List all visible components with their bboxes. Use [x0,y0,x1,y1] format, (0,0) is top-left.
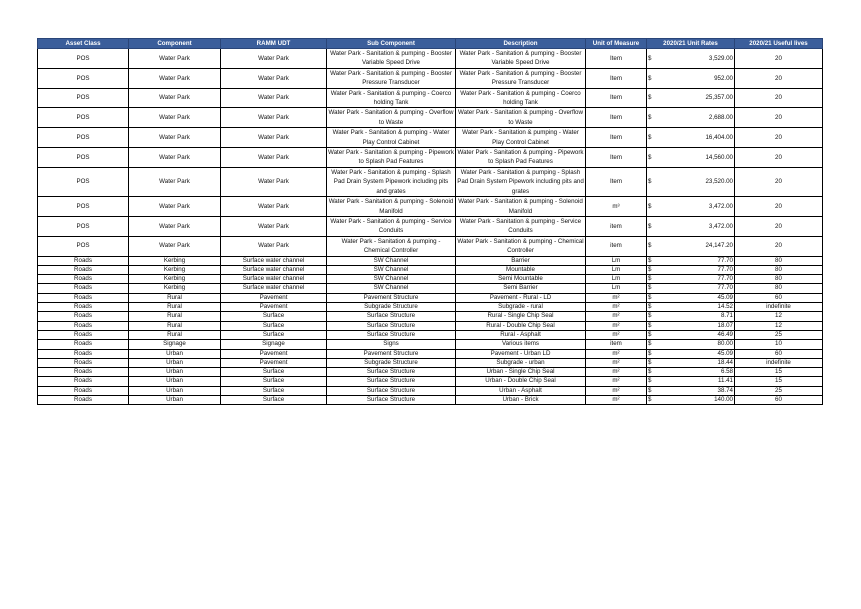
currency-symbol: $ [648,114,652,122]
cell-asset-class: POS [38,148,129,168]
table-row [38,68,823,88]
cell-description: Various items [456,340,586,349]
cell-sub-component: Surface Structure [327,377,456,386]
currency-symbol: $ [648,340,652,348]
cell-sub-component: Water Park - Sanitation & pumping - Booster Variable Speed Drive [327,49,456,69]
cell-component: Urban [129,358,221,367]
currency-symbol: $ [648,321,652,329]
cell-sub-component: Pavement Structure [327,293,456,302]
table-row [38,265,823,274]
header-unit-rates: 2020/21 Unit Rates [647,39,735,49]
cell-unit-rate [647,68,735,88]
rate-amount: 140.00 [714,395,733,403]
cell-asset-class: POS [38,49,129,69]
header-ramm-udt: RAMM UDT [221,39,327,49]
currency-symbol: $ [648,153,652,161]
cell-sub-component: Water Park - Sanitation & pumping - Solenoid Manifold [327,197,456,217]
cell-ramm-udt: Water Park [221,197,327,217]
currency-symbol: $ [648,386,652,394]
table-row [38,88,823,108]
cell-asset-class: Roads [38,312,129,321]
cell-component: Rural [129,321,221,330]
cell-unit-rate [647,386,735,395]
cell-useful-life: 80 [735,256,823,265]
cell-description: Water Park - Sanitation & pumping - Overflow to Waste [456,108,586,128]
currency-symbol: $ [648,54,652,62]
cell-ramm-udt: Water Park [221,148,327,168]
cell-asset-class: POS [38,88,129,108]
cell-component: Water Park [129,197,221,217]
table-row [38,377,823,386]
cell-description: Semi Barrier [456,284,586,293]
rate-amount: 6.58 [720,368,733,376]
cell-unit-of-measure: item [586,236,647,256]
cell-description: Rural - Asphalt [456,330,586,339]
cell-sub-component: Surface Structure [327,395,456,404]
currency-symbol: $ [648,133,652,141]
cell-asset-class: Roads [38,330,129,339]
cell-sub-component: Signs [327,340,456,349]
cell-unit-of-measure: Item [586,68,647,88]
table-row [38,321,823,330]
table-row [38,284,823,293]
cell-unit-of-measure: Item [586,88,647,108]
cell-ramm-udt: Pavement [221,293,327,302]
cell-asset-class: Roads [38,358,129,367]
cell-unit-of-measure: Item [586,108,647,128]
rate-amount: 3,472.00 [708,202,733,210]
currency-symbol: $ [648,178,652,186]
cell-useful-life: indefinite [735,358,823,367]
cell-component: Urban [129,349,221,358]
cell-description: Subgrade - rural [456,303,586,312]
cell-ramm-udt: Water Park [221,216,327,236]
rate-amount: 16,404.00 [705,133,733,141]
cell-useful-life: 60 [735,349,823,358]
currency-symbol: $ [648,265,652,273]
table-row [38,197,823,217]
cell-useful-life: 12 [735,321,823,330]
cell-sub-component: Water Park - Sanitation & pumping - Overflow to Waste [327,108,456,128]
cell-component: Rural [129,330,221,339]
cell-component: Water Park [129,108,221,128]
cell-component: Kerbing [129,256,221,265]
cell-useful-life: 20 [735,68,823,88]
cell-asset-class: Roads [38,321,129,330]
cell-description: Rural - Double Chip Seal [456,321,586,330]
cell-ramm-udt: Water Park [221,236,327,256]
cell-component: Urban [129,368,221,377]
header-description: Description [456,39,586,49]
cell-ramm-udt: Surface [221,368,327,377]
cell-sub-component: Water Park - Sanitation & pumping - Splash Pad Drain System Pipework including pits and grates [327,167,456,196]
table-row [38,167,823,196]
currency-symbol: $ [648,284,652,292]
rate-amount: 18.44 [717,358,733,366]
cell-description: Mountable [456,265,586,274]
cell-useful-life: 80 [735,284,823,293]
table-row [38,312,823,321]
rate-amount: 3,529.00 [708,54,733,62]
cell-sub-component: Water Park - Sanitation & pumping - Coerco holding Tank [327,88,456,108]
cell-description: Water Park - Sanitation & pumping - Pipework to Splash Pad Features [456,148,586,168]
cell-component: Rural [129,303,221,312]
cell-ramm-udt: Surface [221,321,327,330]
cell-unit-of-measure: Item [586,128,647,148]
cell-sub-component: Surface Structure [327,386,456,395]
rate-amount: 77.70 [717,284,733,292]
cell-ramm-udt: Water Park [221,128,327,148]
rate-amount: 952.00 [714,74,733,82]
cell-unit-of-measure: m² [586,312,647,321]
cell-unit-of-measure: Lm [586,284,647,293]
cell-component: Water Park [129,148,221,168]
cell-unit-rate [647,148,735,168]
cell-sub-component: Surface Structure [327,330,456,339]
currency-symbol: $ [648,256,652,264]
cell-asset-class: POS [38,68,129,88]
cell-description: Subgrade - urban [456,358,586,367]
table-row [38,386,823,395]
cell-component: Rural [129,293,221,302]
header-useful-lives: 2020/21 Useful lives [735,39,823,49]
cell-ramm-udt: Surface [221,386,327,395]
rate-amount: 77.70 [717,256,733,264]
cell-description: Water Park - Sanitation & pumping - Splash Pad Drain System Pipework including pits and grates [457,168,584,195]
cell-component: Signage [129,340,221,349]
currency-symbol: $ [648,293,652,301]
cell-unit-rate [647,265,735,274]
cell-sub-component: Subgrade Structure [327,303,456,312]
cell-asset-class: Roads [38,303,129,312]
cell-useful-life: 25 [735,386,823,395]
cell-unit-rate [647,293,735,302]
cell-unit-rate [647,321,735,330]
rate-amount: 77.70 [717,275,733,283]
cell-unit-rate [647,275,735,284]
cell-description: Water Park - Sanitation & pumping - Coerco holding Tank [456,88,586,108]
table-row [38,108,823,128]
cell-unit-of-measure: Item [586,167,647,196]
currency-symbol: $ [648,377,652,385]
cell-useful-life: 20 [735,216,823,236]
currency-symbol: $ [648,242,652,250]
cell-unit-of-measure: m² [586,395,647,404]
currency-symbol: $ [648,330,652,338]
cell-unit-rate [647,49,735,69]
rate-amount: 3,472.00 [708,222,733,230]
table-row [38,128,823,148]
cell-ramm-udt: Surface [221,395,327,404]
cell-unit-rate [647,312,735,321]
cell-sub-component: Surface Structure [327,321,456,330]
table-row [38,358,823,367]
cell-useful-life: 60 [735,395,823,404]
currency-symbol: $ [648,358,652,366]
cell-asset-class: Roads [38,275,129,284]
cell-sub-component: Pavement Structure [327,349,456,358]
cell-unit-rate [647,197,735,217]
table-row [38,340,823,349]
cell-ramm-udt: Surface water channel [221,265,327,274]
cell-asset-class: POS [38,128,129,148]
cell-asset-class: Roads [38,340,129,349]
table-row [38,275,823,284]
cell-sub-component: Water Park - Sanitation & pumping - Water Play Control Cabinet [327,128,456,148]
cell-unit-rate [647,377,735,386]
cell-unit-of-measure: m³ [586,197,647,217]
cell-useful-life: 15 [735,377,823,386]
currency-symbol: $ [648,368,652,376]
cell-asset-class: POS [38,216,129,236]
cell-unit-rate [647,128,735,148]
currency-symbol: $ [648,94,652,102]
cell-unit-rate [647,340,735,349]
rate-amount: 14.52 [717,303,733,311]
cell-asset-class: Roads [38,256,129,265]
cell-description: Water Park - Sanitation & pumping - Service Conduits [456,216,586,236]
cell-unit-of-measure: m² [586,349,647,358]
cell-component: Water Park [129,128,221,148]
cell-unit-rate [647,330,735,339]
cell-useful-life: 20 [735,148,823,168]
cell-asset-class: Roads [38,395,129,404]
cell-description: Pavement - Rural - LD [456,293,586,302]
cell-description: Water Park - Sanitation & pumping - Booster Pressure Transducer [456,68,586,88]
cell-component: Water Park [129,68,221,88]
cell-unit-of-measure: item [586,216,647,236]
cell-useful-life: 60 [735,293,823,302]
table-row [38,293,823,302]
cell-description: Urban - Double Chip Seal [456,377,586,386]
cell-description: Barrier [456,256,586,265]
table-row [38,216,823,236]
cell-asset-class: Roads [38,349,129,358]
cell-unit-rate [647,303,735,312]
cell-description: Pavement - Urban LD [456,349,586,358]
cell-useful-life: 12 [735,312,823,321]
cell-ramm-udt: Surface water channel [221,275,327,284]
cell-component: Urban [129,395,221,404]
rate-amount: 18.07 [717,321,733,329]
table-row [38,303,823,312]
cell-unit-rate [647,358,735,367]
cell-asset-class: Roads [38,284,129,293]
cell-asset-class: POS [38,167,129,196]
cell-useful-life: 20 [735,236,823,256]
table-row [38,256,823,265]
unit-rates-table [37,38,823,405]
cell-description: Water Park - Sanitation & pumping - Solenoid Manifold [456,197,586,217]
cell-component: Urban [129,377,221,386]
cell-component: Water Park [129,49,221,69]
cell-asset-class: Roads [38,293,129,302]
cell-unit-of-measure: m² [586,321,647,330]
rate-amount: 45.09 [717,349,733,357]
cell-description: Urban - Asphalt [456,386,586,395]
cell-useful-life: 15 [735,368,823,377]
currency-symbol: $ [648,275,652,283]
rate-amount: 38.74 [717,386,733,394]
cell-ramm-udt: Water Park [221,49,327,69]
cell-component: Water Park [129,216,221,236]
rate-amount: 46.49 [717,330,733,338]
cell-unit-rate [647,284,735,293]
currency-symbol: $ [648,74,652,82]
cell-useful-life: 20 [735,108,823,128]
cell-component: Rural [129,312,221,321]
header-unit-of-measure: Unit of Measure [586,39,647,49]
cell-unit-of-measure: Lm [586,256,647,265]
cell-description: Urban - Brick [456,395,586,404]
cell-description: Semi Mountable [456,275,586,284]
cell-useful-life: 10 [735,340,823,349]
cell-unit-rate [647,349,735,358]
cell-sub-component: Subgrade Structure [327,358,456,367]
cell-unit-of-measure: m² [586,293,647,302]
currency-symbol: $ [648,312,652,320]
cell-useful-life: 20 [735,128,823,148]
cell-unit-of-measure: Lm [586,275,647,284]
cell-component: Water Park [129,236,221,256]
cell-unit-of-measure: Item [586,148,647,168]
currency-symbol: $ [648,303,652,311]
cell-useful-life: 25 [735,330,823,339]
table-row [38,330,823,339]
cell-unit-rate [647,167,735,196]
cell-ramm-udt: Water Park [221,108,327,128]
cell-unit-rate [647,108,735,128]
rate-amount: 80.00 [717,340,733,348]
header-sub-component: Sub Component [327,39,456,49]
cell-ramm-udt: Surface [221,330,327,339]
cell-sub-component: Surface Structure [327,312,456,321]
cell-ramm-udt: Pavement [221,358,327,367]
rate-amount: 24,147.20 [705,242,733,250]
table-row [38,148,823,168]
cell-description: Water Park - Sanitation & pumping - Chemical Controller [457,237,584,255]
cell-unit-rate [647,395,735,404]
cell-asset-class: Roads [38,386,129,395]
cell-component: Water Park [129,167,221,196]
cell-description: Water Park - Sanitation & pumping - Booster Variable Speed Drive [456,49,586,69]
cell-unit-rate [647,368,735,377]
header-row [38,39,823,49]
cell-component: Kerbing [129,284,221,293]
cell-useful-life: 20 [735,197,823,217]
cell-unit-of-measure: Lm [586,265,647,274]
cell-ramm-udt: Pavement [221,349,327,358]
cell-unit-of-measure: m² [586,358,647,367]
cell-useful-life: 80 [735,275,823,284]
cell-description: Rural - Single Chip Seal [456,312,586,321]
cell-unit-of-measure: m² [586,303,647,312]
currency-symbol: $ [648,222,652,230]
cell-unit-rate [647,256,735,265]
cell-sub-component: Water Park - Sanitation & pumping - Service Conduits [327,216,456,236]
table-row [38,349,823,358]
cell-useful-life: 20 [735,167,823,196]
currency-symbol: $ [648,349,652,357]
cell-unit-of-measure: m² [586,377,647,386]
rate-amount: 8.71 [720,312,733,320]
cell-unit-of-measure: Item [586,49,647,69]
rate-amount: 2,688.00 [708,114,733,122]
cell-unit-of-measure: item [586,340,647,349]
cell-unit-rate [647,216,735,236]
rate-amount: 11.41 [717,377,733,385]
cell-unit-of-measure: m² [586,386,647,395]
table-body [38,49,823,405]
cell-ramm-udt: Water Park [221,68,327,88]
cell-useful-life: 20 [735,88,823,108]
table-row [38,236,823,256]
currency-symbol: $ [648,395,652,403]
cell-unit-rate [647,236,735,256]
cell-description: Water Park - Sanitation & pumping - Water Play Control Cabinet [456,128,586,148]
currency-symbol: $ [648,202,652,210]
cell-asset-class: Roads [38,368,129,377]
cell-component: Kerbing [129,275,221,284]
cell-sub-component: Surface Structure [327,368,456,377]
cell-asset-class: Roads [38,377,129,386]
table-row [38,368,823,377]
rate-amount: 14,560.00 [705,153,733,161]
cell-component: Kerbing [129,265,221,274]
cell-sub-component: Water Park - Sanitation & pumping - Chemical Controller [327,236,456,256]
cell-unit-of-measure: m² [586,368,647,377]
cell-unit-of-measure: m² [586,330,647,339]
header-asset-class: Asset Class [38,39,129,49]
cell-ramm-udt: Pavement [221,303,327,312]
cell-ramm-udt: Water Park [221,167,327,196]
rate-amount: 77.70 [717,265,733,273]
cell-ramm-udt: Surface water channel [221,256,327,265]
cell-sub-component: SW Channel [327,256,456,265]
cell-sub-component: SW Channel [327,265,456,274]
rate-amount: 23,520.00 [705,178,733,186]
cell-useful-life: 80 [735,265,823,274]
rate-amount: 25,357.00 [705,94,733,102]
cell-ramm-udt: Surface [221,377,327,386]
cell-useful-life: 20 [735,49,823,69]
cell-sub-component: Water Park - Sanitation & pumping - Booster Pressure Transducer [327,68,456,88]
cell-ramm-udt: Water Park [221,88,327,108]
table-header [38,39,823,49]
cell-component: Urban [129,386,221,395]
table-row [38,49,823,69]
cell-description: Urban - Single Chip Seal [456,368,586,377]
cell-asset-class: POS [38,197,129,217]
cell-asset-class: Roads [38,265,129,274]
cell-sub-component: Water Park - Sanitation & pumping - Pipework to Splash Pad Features [328,149,454,166]
rate-amount: 45.09 [717,293,733,301]
cell-sub-component: SW Channel [327,284,456,293]
table-row [38,395,823,404]
cell-ramm-udt: Surface [221,312,327,321]
cell-ramm-udt: Surface water channel [221,284,327,293]
cell-sub-component: SW Channel [327,275,456,284]
cell-useful-life: indefinite [735,303,823,312]
cell-ramm-udt: Signage [221,340,327,349]
cell-unit-rate [647,88,735,108]
header-component: Component [129,39,221,49]
cell-component: Water Park [129,88,221,108]
cell-asset-class: POS [38,108,129,128]
cell-asset-class: POS [38,236,129,256]
